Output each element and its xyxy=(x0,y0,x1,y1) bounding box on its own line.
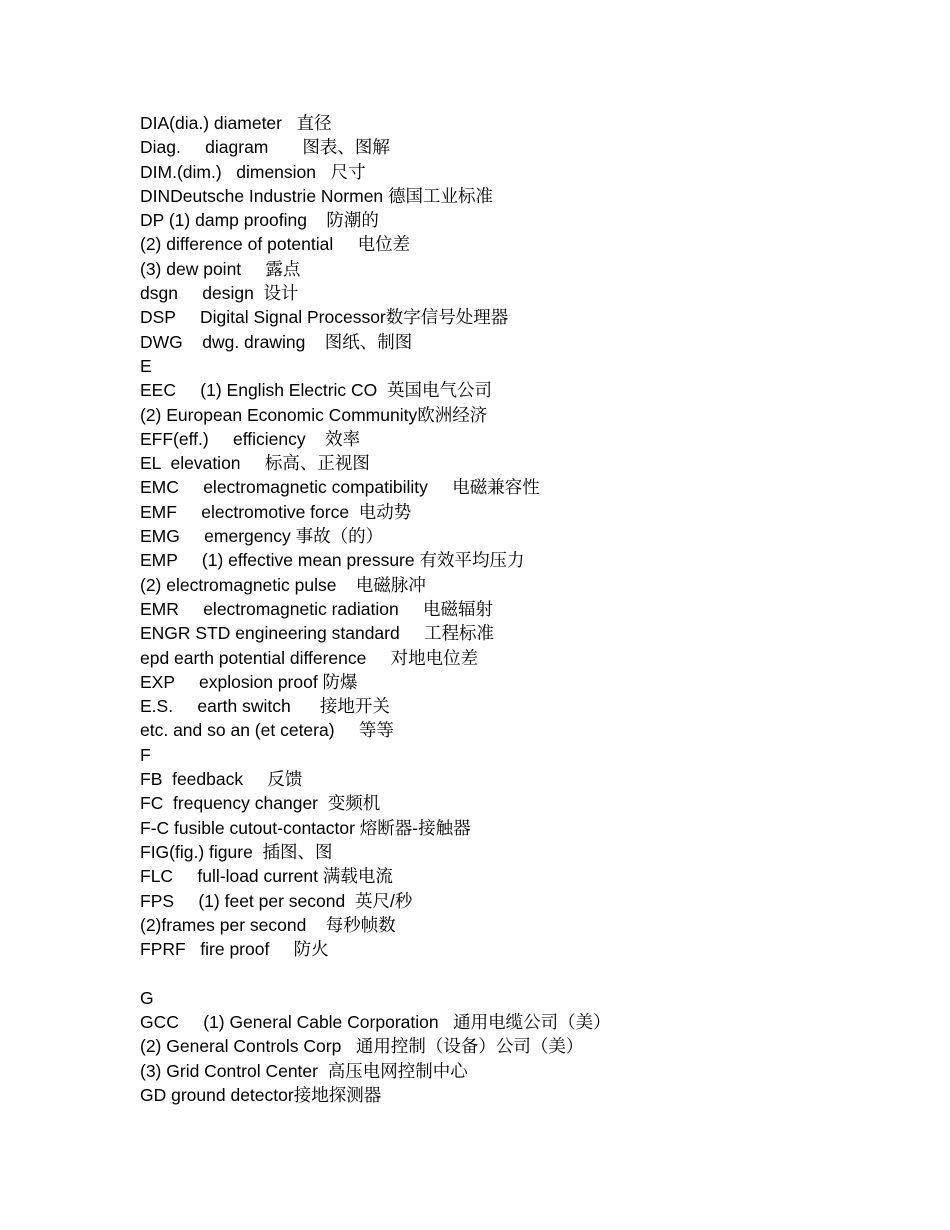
list-item: dsgn design 设计 xyxy=(140,283,299,304)
list-item: FB feedback 反馈 xyxy=(140,769,303,790)
abbreviation-list xyxy=(140,111,900,1107)
list-item: Diag. diagram 图表、图解 xyxy=(140,137,390,158)
list-item: DIA(dia.) diameter 直径 xyxy=(140,113,332,133)
list-item: DINDeutsche Industrie Normen 德国工业标准 xyxy=(140,185,494,206)
list-item: (2) General Controls Corp 通用控制（设备）公司（美） xyxy=(140,1036,584,1057)
section-letter: F xyxy=(140,744,151,765)
list-item: EMF electromotive force 电动势 xyxy=(140,501,412,522)
list-item: DP (1) damp proofing 防潮的 xyxy=(140,210,379,231)
list-item: EMC electromagnetic compatibility 电磁兼容性 xyxy=(140,477,540,498)
list-item: (2)frames per second 每秒帧数 xyxy=(140,914,396,935)
list-item: GD ground detector接地探测器 xyxy=(140,1084,382,1105)
blank-line xyxy=(140,961,900,985)
list-item: EMP (1) effective mean pressure 有效平均压力 xyxy=(140,550,525,571)
list-item: EL elevation 标高、正视图 xyxy=(140,453,370,474)
list-item: F-C fusible cutout-contactor 熔断器-接触器 xyxy=(140,817,471,838)
list-item: FPS (1) feet per second 英尺/秒 xyxy=(140,890,413,911)
list-item: (2) difference of potential 电位差 xyxy=(140,234,411,255)
list-item: (2) electromagnetic pulse 电磁脉冲 xyxy=(140,574,426,595)
section-letter: E xyxy=(140,355,152,376)
list-item: (2) European Economic Community欧洲经济 xyxy=(140,404,488,425)
list-item: (3) dew point 露点 xyxy=(140,258,301,279)
list-item: FC frequency changer 变频机 xyxy=(140,793,381,814)
list-item: epd earth potential difference 对地电位差 xyxy=(140,647,479,668)
list-item: DWG dwg. drawing 图纸、制图 xyxy=(140,331,413,352)
list-item: EMR electromagnetic radiation 电磁辐射 xyxy=(140,598,494,619)
list-item: EXP explosion proof 防爆 xyxy=(140,671,358,692)
list-item: GCC (1) General Cable Corporation 通用电缆公司（美） xyxy=(140,1011,611,1032)
list-item: DSP Digital Signal Processor数字信号处理器 xyxy=(140,307,509,328)
list-item: EEC (1) English Electric CO 英国电气公司 xyxy=(140,380,493,401)
section-letter: G xyxy=(140,987,154,1008)
list-item: FLC full-load current 满载电流 xyxy=(140,866,393,887)
list-item: DIM.(dim.) dimension 尺寸 xyxy=(140,161,366,182)
list-item: E.S. earth switch 接地开关 xyxy=(140,696,390,717)
list-item: EFF(eff.) efficiency 效率 xyxy=(140,428,361,449)
list-item: EMG emergency 事故（的） xyxy=(140,526,384,547)
list-item: etc. and so an (et cetera) 等等 xyxy=(140,720,394,741)
list-item: FIG(fig.) figure 插图、图 xyxy=(140,841,333,862)
list-item: FPRF fire proof 防火 xyxy=(140,939,329,960)
list-item: (3) Grid Control Center 高压电网控制中心 xyxy=(140,1060,468,1081)
list-item: ENGR STD engineering standard 工程标准 xyxy=(140,623,495,644)
